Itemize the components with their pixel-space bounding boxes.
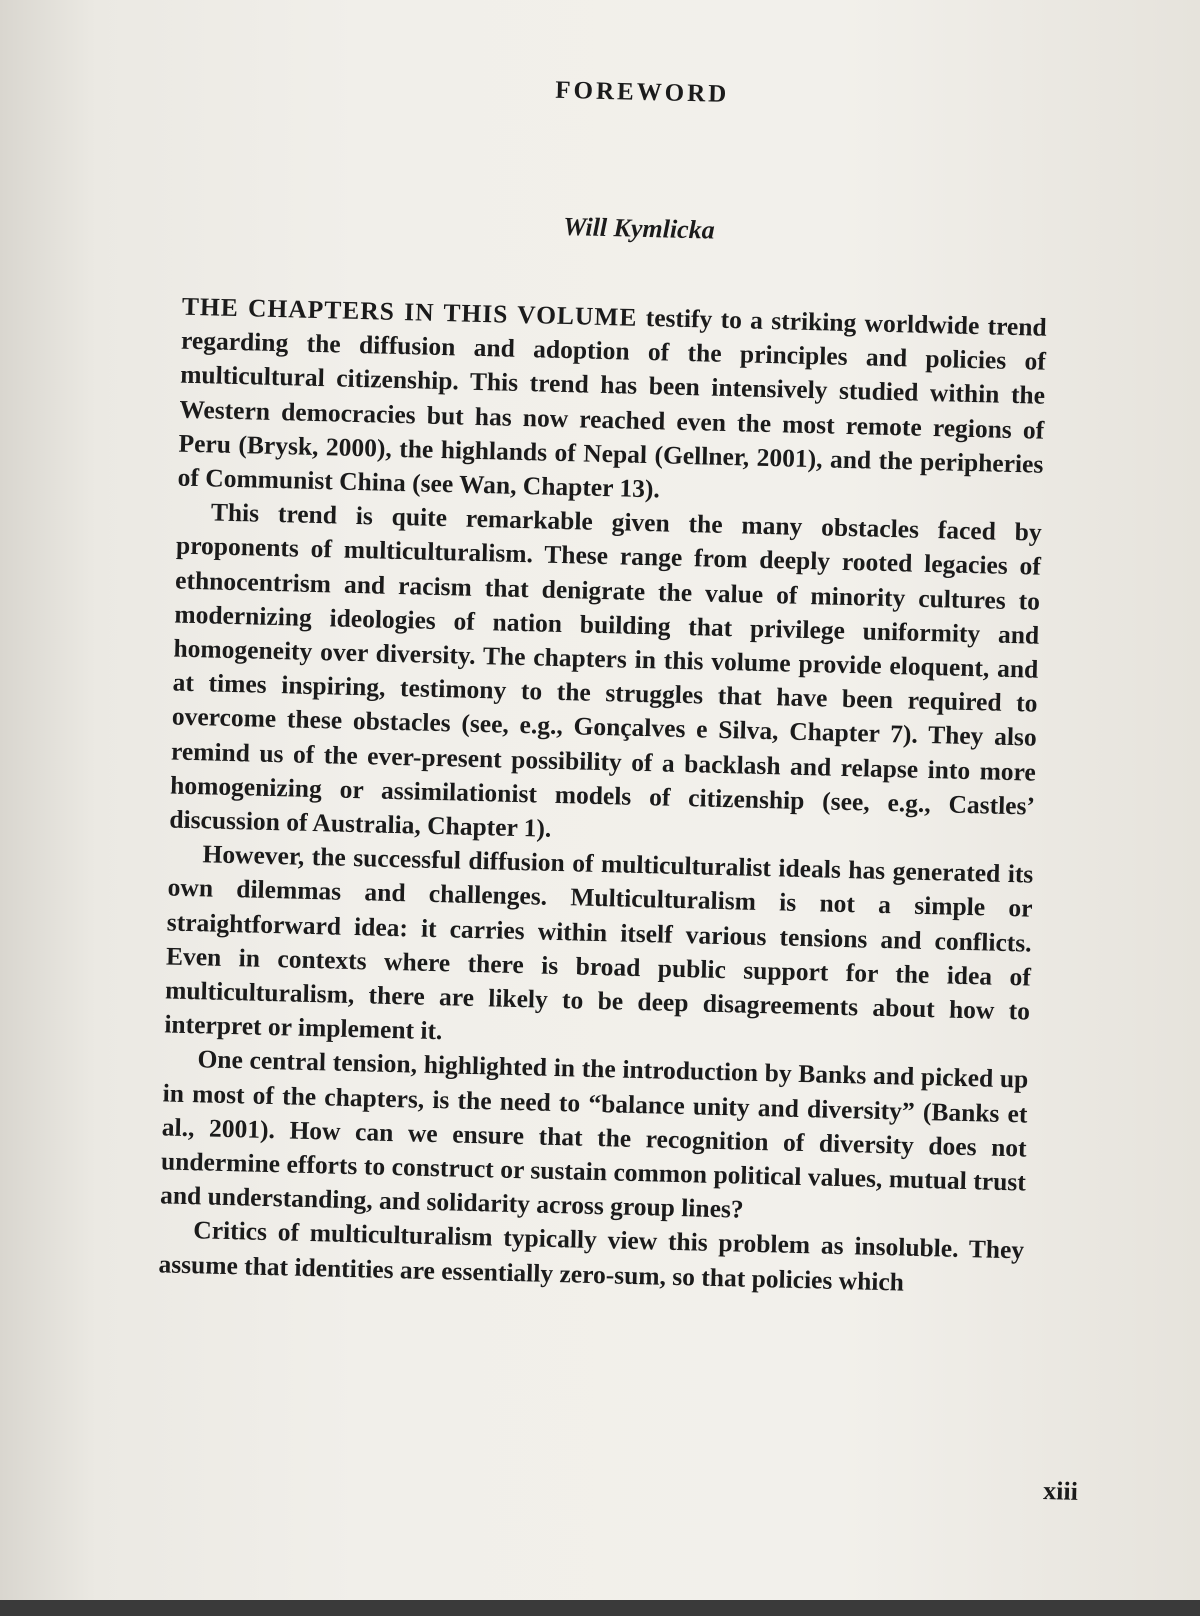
- author-name: Will Kymlicka: [562, 211, 716, 245]
- chapter-heading: FOREWORD: [554, 76, 730, 108]
- paragraph-1: [177, 290, 1047, 516]
- body-text: [158, 290, 1047, 1303]
- paragraph-1-text: testify to a striking worldwide trend regarding the diffusion and adoption of the principles and policies of multicultural citizenship. This trend has been intensively studied within the Western democracies but has now reached even the most remote regions of Peru (Brysk, 2000), the highlands of Nepal (Gellner, 2001), and the peripheries of Communist China (see Wan, Chapter 13).: [177, 302, 1048, 504]
- paragraph-4: One central tension, highlighted in the introduction by Banks and picked up in most of the chapters, is the need to “balance unity and diversity” (Banks et al., 2001). How can we ensure that the recognition of diversity does not undermine efforts to construct or sustain common political values, mutual trust and understanding, and solidarity across group lines?: [159, 1044, 1029, 1224]
- lead-in-small-caps: THE CHAPTERS IN THIS VOLUME: [181, 291, 638, 332]
- paragraph-5: Critics of multiculturalism typically view this problem as insoluble. They assume that identities are essentially zero-sum, so that policies which: [158, 1215, 1025, 1297]
- paragraph-3: However, the successful diffusion of multiculturalist ideals has generated its own dilemmas and challenges. Multiculturalism is not a simple or straightforward idea: it carries within itself various tensions and conflicts. Even in contexts where there is broad public support for the idea of multiculturalism, there are likely to be deep disagreements about how to interpret or implement it.: [164, 839, 1034, 1046]
- page-number: xiii: [1042, 1476, 1079, 1506]
- paragraph-2: This trend is quite remarkable given the many obstacles faced by proponents of multiculturalism. These range from deeply rooted legacies of ethnocentrism and racism that denigrate the value of minority cultures to modernizing ideologies of nation building that privilege uniformity and homogeneity over diversity. The chapters in this volume provide eloquent, and at times inspiring, testimony to the struggles that have been required to overcome these obstacles (see, e.g., Gonçalves e Silva, Chapter 7). They also remind us of the ever-present possibility of a backlash and relapse into more homogenizing or assimilationist models of citizenship (see, e.g., Castles’ discussion of Australia, Chapter 1).: [169, 497, 1043, 843]
